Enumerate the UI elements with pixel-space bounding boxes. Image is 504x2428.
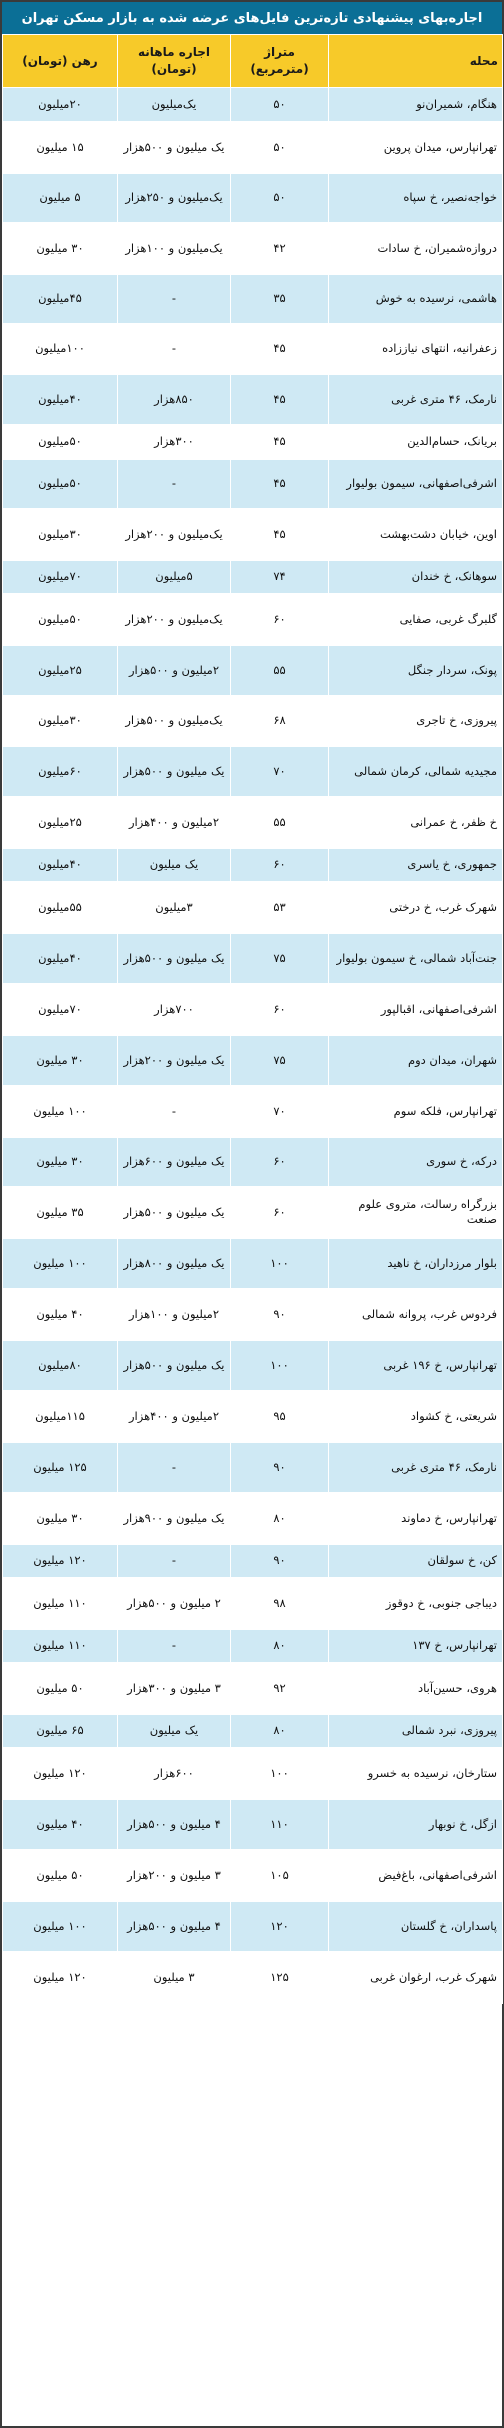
cell-rent: - bbox=[118, 274, 231, 324]
cell-rent: ۸۵۰هزار bbox=[118, 374, 231, 425]
cell-rent: ۳۰۰هزار bbox=[118, 425, 231, 459]
cell-area: دیباجی جنوبی، خ دوقوز bbox=[329, 1578, 503, 1629]
cell-area: شهرک غرب، خ درختی bbox=[329, 882, 503, 933]
cell-area: نارمک، ۴۶ متری غربی bbox=[329, 1442, 503, 1493]
cell-area: ازگل، خ نوبهار bbox=[329, 1799, 503, 1850]
cell-size: ۴۵ bbox=[231, 509, 329, 560]
cell-area: دروازه‌شمیران، خ سادات bbox=[329, 223, 503, 274]
cell-area: اشرفی‌اصفهانی، باغ‌فیض bbox=[329, 1850, 503, 1901]
cell-rent: - bbox=[118, 324, 231, 374]
cell-rent: - bbox=[118, 1086, 231, 1137]
cell-rent: یک میلیون bbox=[118, 848, 231, 882]
cell-deposit: ۴۰میلیون bbox=[3, 848, 118, 882]
cell-size: ۷۰ bbox=[231, 746, 329, 797]
table-row bbox=[3, 1238, 503, 1289]
cell-deposit: ۴۵میلیون bbox=[3, 274, 118, 324]
cell-rent: ۲میلیون و ۱۰۰هزار bbox=[118, 1289, 231, 1340]
table-row bbox=[3, 1035, 503, 1086]
table-row bbox=[3, 1714, 503, 1748]
cell-rent: ۳ میلیون و ۲۰۰هزار bbox=[118, 1850, 231, 1901]
cell-deposit: ۱۰۰ میلیون bbox=[3, 1238, 118, 1289]
table-row bbox=[3, 425, 503, 459]
table-row bbox=[3, 459, 503, 509]
cell-deposit: ۶۰میلیون bbox=[3, 746, 118, 797]
cell-area: خ ظفر، خ عمرانی bbox=[329, 797, 503, 848]
cell-area: شهران، میدان دوم bbox=[329, 1035, 503, 1086]
cell-area: تهرانپارس، خ ۱۳۷ bbox=[329, 1629, 503, 1663]
cell-size: ۱۰۵ bbox=[231, 1850, 329, 1901]
cell-area: تهرانپارس، فلکه سوم bbox=[329, 1086, 503, 1137]
cell-size: ۱۰۰ bbox=[231, 1238, 329, 1289]
table-row bbox=[3, 984, 503, 1035]
cell-size: ۵۰ bbox=[231, 173, 329, 223]
cell-deposit: ۳۰میلیون bbox=[3, 509, 118, 560]
table-row bbox=[3, 1493, 503, 1544]
cell-rent: ۴ میلیون و ۵۰۰هزار bbox=[118, 1799, 231, 1850]
table-row bbox=[3, 1952, 503, 2003]
cell-size: ۵۵ bbox=[231, 645, 329, 696]
cell-rent: یک میلیون و ۹۰۰هزار bbox=[118, 1493, 231, 1544]
cell-area: اشرفی‌اصفهانی، سیمون بولیوار bbox=[329, 459, 503, 509]
table-row bbox=[3, 1850, 503, 1901]
cell-area: تهرانپارس، میدان پروین bbox=[329, 122, 503, 173]
cell-size: ۹۰ bbox=[231, 1544, 329, 1578]
cell-area: سوهانک، خ خندان bbox=[329, 560, 503, 594]
table-row bbox=[3, 1544, 503, 1578]
cell-area: شهرک غرب، ارغوان غربی bbox=[329, 1952, 503, 2003]
cell-deposit: ۳۰ میلیون bbox=[3, 1493, 118, 1544]
cell-deposit: ۱۲۵ میلیون bbox=[3, 1442, 118, 1493]
cell-size: ۱۲۵ bbox=[231, 1952, 329, 2003]
cell-size: ۶۰ bbox=[231, 1137, 329, 1187]
cell-deposit: ۵۵میلیون bbox=[3, 882, 118, 933]
cell-deposit: ۱۵ میلیون bbox=[3, 122, 118, 173]
cell-deposit: ۵۰میلیون bbox=[3, 459, 118, 509]
table-row bbox=[3, 1578, 503, 1629]
table-row bbox=[3, 560, 503, 594]
cell-rent: یک‌میلیون و ۲۵۰هزار bbox=[118, 173, 231, 223]
cell-area: پیروزی، خ تاجری bbox=[329, 696, 503, 746]
cell-rent: ۳میلیون bbox=[118, 882, 231, 933]
cell-size: ۶۰ bbox=[231, 984, 329, 1035]
cell-size: ۹۰ bbox=[231, 1289, 329, 1340]
cell-size: ۶۰ bbox=[231, 848, 329, 882]
table-row bbox=[3, 223, 503, 274]
cell-rent: ۷۰۰هزار bbox=[118, 984, 231, 1035]
cell-size: ۴۵ bbox=[231, 459, 329, 509]
cell-rent: یک‌میلیون bbox=[118, 88, 231, 122]
cell-rent: یک میلیون و ۵۰۰هزار bbox=[118, 746, 231, 797]
table-row bbox=[3, 797, 503, 848]
cell-size: ۱۰۰ bbox=[231, 1340, 329, 1391]
cell-size: ۷۰ bbox=[231, 1086, 329, 1137]
cell-area: درکه، خ سوری bbox=[329, 1137, 503, 1187]
cell-area: هنگام، شمیران‌نو bbox=[329, 88, 503, 122]
table-row bbox=[3, 374, 503, 425]
cell-deposit: ۱۰۰میلیون bbox=[3, 324, 118, 374]
cell-area: گلبرگ غربی، صفایی bbox=[329, 594, 503, 645]
cell-area: هروی، حسین‌آباد bbox=[329, 1663, 503, 1714]
cell-rent: - bbox=[118, 1442, 231, 1493]
table-row bbox=[3, 696, 503, 746]
cell-size: ۵۰ bbox=[231, 122, 329, 173]
table-row bbox=[3, 1137, 503, 1187]
table-row bbox=[3, 1391, 503, 1442]
cell-rent: یک میلیون bbox=[118, 1714, 231, 1748]
table-row bbox=[3, 1289, 503, 1340]
cell-size: ۵۵ bbox=[231, 797, 329, 848]
table-row bbox=[3, 933, 503, 984]
cell-rent: یک‌میلیون و ۲۰۰هزار bbox=[118, 594, 231, 645]
cell-size: ۱۱۰ bbox=[231, 1799, 329, 1850]
cell-area: بزرگراه رسالت، متروی علوم صنعت bbox=[329, 1187, 503, 1238]
cell-rent: ۲میلیون و ۴۰۰هزار bbox=[118, 1391, 231, 1442]
header-area: محله bbox=[329, 35, 503, 88]
cell-area: کن، خ سولقان bbox=[329, 1544, 503, 1578]
cell-deposit: ۴۰ میلیون bbox=[3, 1799, 118, 1850]
cell-size: ۸۰ bbox=[231, 1629, 329, 1663]
cell-rent: ۲میلیون و ۵۰۰هزار bbox=[118, 645, 231, 696]
table-row bbox=[3, 324, 503, 374]
table-row bbox=[3, 746, 503, 797]
cell-rent: یک میلیون و ۶۰۰هزار bbox=[118, 1137, 231, 1187]
cell-size: ۹۸ bbox=[231, 1578, 329, 1629]
table-row bbox=[3, 509, 503, 560]
table-row bbox=[3, 848, 503, 882]
cell-rent: یک میلیون و ۵۰۰هزار bbox=[118, 1187, 231, 1238]
cell-deposit: ۴۰ میلیون bbox=[3, 1289, 118, 1340]
cell-rent: یک‌میلیون و ۵۰۰هزار bbox=[118, 696, 231, 746]
table-row bbox=[3, 1340, 503, 1391]
cell-area: مجیدیه شمالی، کرمان شمالی bbox=[329, 746, 503, 797]
cell-deposit: ۵۰ میلیون bbox=[3, 1850, 118, 1901]
cell-area: بریانک، حسام‌الدین bbox=[329, 425, 503, 459]
header-size: متراژ (مترمربع) bbox=[231, 35, 329, 88]
cell-size: ۷۵ bbox=[231, 933, 329, 984]
cell-area: خواجه‌نصیر، خ سپاه bbox=[329, 173, 503, 223]
cell-size: ۴۲ bbox=[231, 223, 329, 274]
cell-rent: یک میلیون و ۵۰۰هزار bbox=[118, 122, 231, 173]
cell-rent: ۲ میلیون و ۵۰۰هزار bbox=[118, 1578, 231, 1629]
cell-area: پیروزی، نبرد شمالی bbox=[329, 1714, 503, 1748]
cell-size: ۸۰ bbox=[231, 1714, 329, 1748]
table-body bbox=[3, 88, 503, 2003]
header-row bbox=[3, 35, 503, 88]
cell-deposit: ۲۵میلیون bbox=[3, 797, 118, 848]
cell-deposit: ۳۰ میلیون bbox=[3, 1137, 118, 1187]
header-deposit: رهن (تومان) bbox=[3, 35, 118, 88]
cell-area: پونک، سردار جنگل bbox=[329, 645, 503, 696]
cell-size: ۷۴ bbox=[231, 560, 329, 594]
cell-size: ۳۵ bbox=[231, 274, 329, 324]
cell-size: ۴۵ bbox=[231, 374, 329, 425]
cell-rent: - bbox=[118, 459, 231, 509]
cell-deposit: ۳۰ میلیون bbox=[3, 1035, 118, 1086]
cell-deposit: ۵۰میلیون bbox=[3, 425, 118, 459]
cell-deposit: ۱۱۰ میلیون bbox=[3, 1629, 118, 1663]
table-row bbox=[3, 1187, 503, 1238]
cell-deposit: ۶۵ میلیون bbox=[3, 1714, 118, 1748]
cell-deposit: ۱۰۰ میلیون bbox=[3, 1901, 118, 1952]
cell-area: تهرانپارس، خ ۱۹۶ غربی bbox=[329, 1340, 503, 1391]
cell-deposit: ۷۰میلیون bbox=[3, 984, 118, 1035]
cell-size: ۵۳ bbox=[231, 882, 329, 933]
table-row bbox=[3, 1663, 503, 1714]
cell-deposit: ۴۰میلیون bbox=[3, 374, 118, 425]
cell-deposit: ۱۲۰ میلیون bbox=[3, 1952, 118, 2003]
cell-size: ۸۰ bbox=[231, 1493, 329, 1544]
cell-deposit: ۱۰۰ میلیون bbox=[3, 1086, 118, 1137]
table-row bbox=[3, 1442, 503, 1493]
cell-deposit: ۵ میلیون bbox=[3, 173, 118, 223]
cell-size: ۴۵ bbox=[231, 324, 329, 374]
cell-rent: یک‌میلیون و ۲۰۰هزار bbox=[118, 509, 231, 560]
cell-area: هاشمی، نرسیده به خوش bbox=[329, 274, 503, 324]
cell-deposit: ۵۰ میلیون bbox=[3, 1663, 118, 1714]
cell-deposit: ۸۰میلیون bbox=[3, 1340, 118, 1391]
cell-deposit: ۷۰میلیون bbox=[3, 560, 118, 594]
cell-rent: ۳ میلیون bbox=[118, 1952, 231, 2003]
cell-size: ۶۸ bbox=[231, 696, 329, 746]
table-row bbox=[3, 1901, 503, 1952]
cell-rent: یک میلیون و ۲۰۰هزار bbox=[118, 1035, 231, 1086]
table-row bbox=[3, 1629, 503, 1663]
cell-area: تهرانپارس، خ دماوند bbox=[329, 1493, 503, 1544]
cell-size: ۷۵ bbox=[231, 1035, 329, 1086]
cell-area: جنت‌آباد شمالی، خ سیمون بولیوار bbox=[329, 933, 503, 984]
cell-size: ۹۰ bbox=[231, 1442, 329, 1493]
cell-rent: - bbox=[118, 1629, 231, 1663]
table-row bbox=[3, 1748, 503, 1799]
cell-area: شریعتی، خ کشواد bbox=[329, 1391, 503, 1442]
table-row bbox=[3, 1086, 503, 1137]
cell-deposit: ۱۲۰ میلیون bbox=[3, 1748, 118, 1799]
cell-deposit: ۱۱۵میلیون bbox=[3, 1391, 118, 1442]
table-row bbox=[3, 88, 503, 122]
cell-size: ۴۵ bbox=[231, 425, 329, 459]
cell-deposit: ۴۰میلیون bbox=[3, 933, 118, 984]
table-row bbox=[3, 594, 503, 645]
table-row bbox=[3, 274, 503, 324]
cell-size: ۱۰۰ bbox=[231, 1748, 329, 1799]
cell-deposit: ۳۰میلیون bbox=[3, 696, 118, 746]
cell-rent: - bbox=[118, 1544, 231, 1578]
cell-deposit: ۳۵ میلیون bbox=[3, 1187, 118, 1238]
cell-rent: یک‌میلیون و ۱۰۰هزار bbox=[118, 223, 231, 274]
cell-area: جمهوری، خ یاسری bbox=[329, 848, 503, 882]
cell-deposit: ۲۵میلیون bbox=[3, 645, 118, 696]
cell-rent: ۳ میلیون و ۳۰۰هزار bbox=[118, 1663, 231, 1714]
cell-size: ۹۵ bbox=[231, 1391, 329, 1442]
cell-size: ۶۰ bbox=[231, 594, 329, 645]
cell-deposit: ۵۰میلیون bbox=[3, 594, 118, 645]
cell-rent: ۴ میلیون و ۵۰۰هزار bbox=[118, 1901, 231, 1952]
cell-deposit: ۱۱۰ میلیون bbox=[3, 1578, 118, 1629]
cell-size: ۵۰ bbox=[231, 88, 329, 122]
cell-area: نارمک، ۴۶ متری غربی bbox=[329, 374, 503, 425]
cell-deposit: ۱۲۰ میلیون bbox=[3, 1544, 118, 1578]
cell-area: فردوس غرب، پروانه شمالی bbox=[329, 1289, 503, 1340]
cell-area: زعفرانیه، انتهای نیاززاده bbox=[329, 324, 503, 374]
cell-rent: یک میلیون و ۵۰۰هزار bbox=[118, 933, 231, 984]
table-row bbox=[3, 1799, 503, 1850]
cell-rent: ۶۰۰هزار bbox=[118, 1748, 231, 1799]
cell-deposit: ۳۰ میلیون bbox=[3, 223, 118, 274]
cell-area: اوین، خیابان دشت‌بهشت bbox=[329, 509, 503, 560]
cell-deposit: ۲۰میلیون bbox=[3, 88, 118, 122]
cell-area: ستارخان، نرسیده به خسرو bbox=[329, 1748, 503, 1799]
cell-rent: ۲میلیون و ۴۰۰هزار bbox=[118, 797, 231, 848]
table-row bbox=[3, 173, 503, 223]
table-row bbox=[3, 882, 503, 933]
table-row bbox=[3, 122, 503, 173]
cell-area: اشرفی‌اصفهانی، اقبالپور bbox=[329, 984, 503, 1035]
cell-area: پاسداران، خ گلستان bbox=[329, 1901, 503, 1952]
cell-size: ۹۲ bbox=[231, 1663, 329, 1714]
cell-rent: یک میلیون و ۵۰۰هزار bbox=[118, 1340, 231, 1391]
header-rent: اجاره ماهانه (تومان) bbox=[118, 35, 231, 88]
cell-rent: یک میلیون و ۸۰۰هزار bbox=[118, 1238, 231, 1289]
rent-table bbox=[2, 34, 503, 2004]
table-row bbox=[3, 645, 503, 696]
cell-size: ۱۲۰ bbox=[231, 1901, 329, 1952]
table-title: اجاره‌بهای پیشنهادی تازه‌ترین فایل‌های عرضه شده به بازار مسکن تهران bbox=[2, 2, 502, 34]
cell-rent: ۵میلیون bbox=[118, 560, 231, 594]
cell-area: بلوار مرزداران، خ ناهید bbox=[329, 1238, 503, 1289]
cell-size: ۶۰ bbox=[231, 1187, 329, 1238]
